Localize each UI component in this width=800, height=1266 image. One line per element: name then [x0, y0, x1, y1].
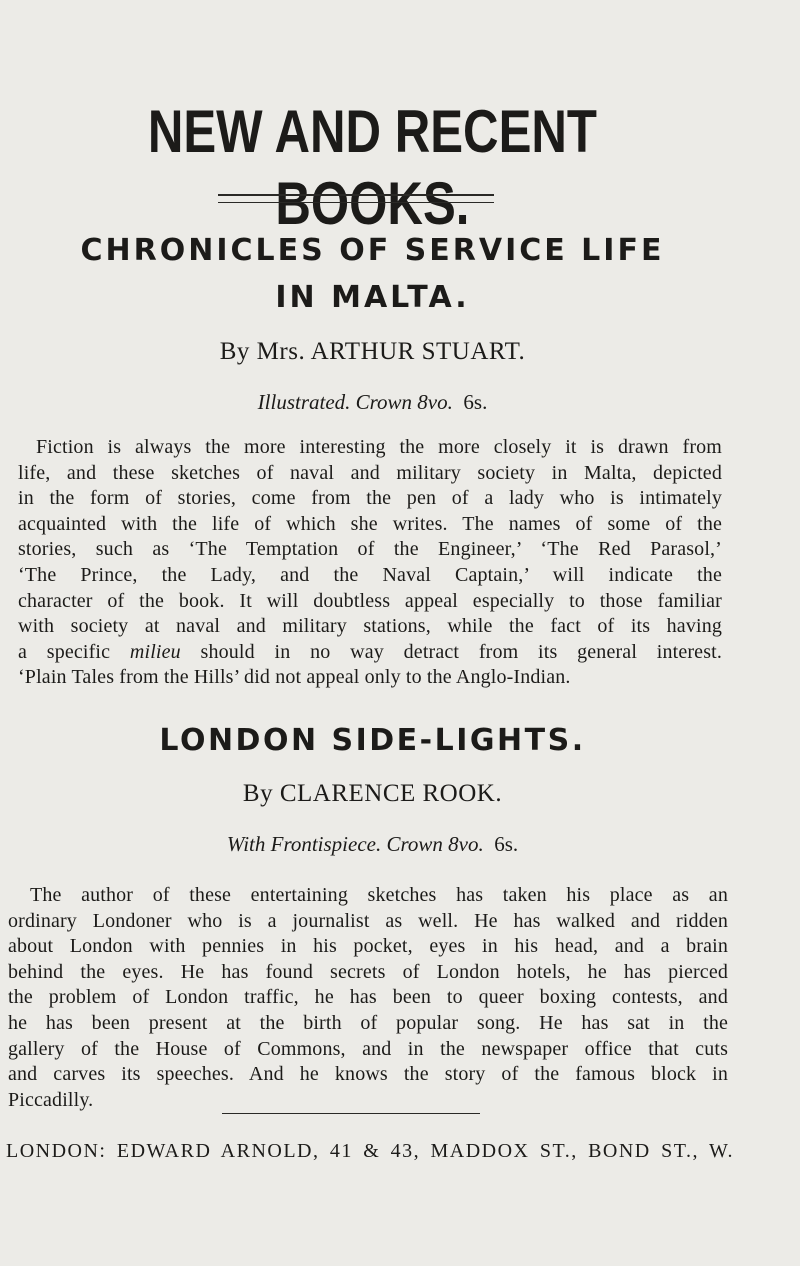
book2-price: 6s.	[494, 832, 519, 856]
book1-desc-line: ‘The Prince, the Lady, and the Naval Captain,’ will indicate the	[18, 563, 722, 586]
book1-desc-line: Fiction is always the more interesting the more closely it is drawn from	[36, 436, 722, 458]
book1-byline: By Mrs. ARTHUR STUART.	[219, 338, 526, 365]
book2-byline: By CLARENCE ROOK.	[242, 780, 503, 807]
book2-desc-line: Piccadilly.	[8, 1088, 94, 1111]
double-rule-divider	[218, 194, 494, 203]
book1-desc-line: ‘Plain Tales from the Hills’ did not appeal only to the Anglo-Indian.	[18, 666, 571, 689]
book1-desc-line: life, and these sketches of naval and military society in Malta, depicted	[18, 461, 722, 484]
short-rule-divider	[222, 1113, 480, 1114]
book1-desc-line: stories, such as ‘The Temptation of the Engineer,’ ‘The Red Parasol,’	[18, 538, 722, 561]
book2-desc-line: The author of these entertaining sketches has taken his place as an	[30, 884, 728, 906]
book1-price: 6s.	[463, 390, 488, 414]
book1-desc-line: with society at naval and military stations, while the fact of its having	[18, 615, 722, 638]
book2-desc-line: gallery of the House of Commons, and in the newspaper office that cuts	[8, 1037, 728, 1060]
book1-description	[18, 435, 722, 691]
book1-title-line2: IN MALTA.	[275, 280, 470, 315]
book1-desc-line: in the form of stories, come from the pen of a lady who is intimately	[18, 487, 722, 510]
book2-description	[8, 883, 728, 1113]
italic-word: milieu	[129, 640, 181, 663]
book1-title-line1: CHRONICLES OF SERVICE LIFE	[80, 233, 665, 268]
book2-desc-line: ordinary Londoner who is a journalist as well. He has walked and ridden	[8, 909, 728, 932]
book2-desc-line: he has been present at the birth of popular song. He has sat in the	[8, 1011, 728, 1034]
book2-format-text: With Frontispiece. Crown 8vo.	[226, 832, 484, 856]
book2-title: LONDON SIDE-LIGHTS.	[159, 723, 586, 758]
book2-desc-line: and carves its speeches. And he knows the story of the famous block in	[8, 1063, 728, 1086]
book2-desc-line: about London with pennies in his pocket, eyes in his head, and a brain	[8, 935, 728, 958]
book2-desc-line: the problem of London traffic, he has been to queer boxing contests, and	[8, 986, 728, 1009]
book2-desc-line: behind the eyes. He has found secrets of London hotels, he has pierced	[8, 960, 728, 983]
book1-format-text: Illustrated. Crown 8vo.	[257, 390, 453, 414]
publisher-imprint: LONDON: EDWARD ARNOLD, 41 & 43, MADDOX ST., BOND ST., W.	[6, 1140, 734, 1162]
book2-format	[0, 832, 745, 857]
book1-format	[0, 390, 745, 415]
book1-desc-line: acquainted with the life of which she writes. The names of some of the	[18, 512, 722, 535]
book1-desc-line: character of the book. It will doubtless appeal especially to those familiar	[18, 589, 722, 612]
book1-desc-line: a specific milieu should in no way detract from its general interest.	[18, 640, 722, 663]
page-title: NEW AND RECENT BOOKS.	[147, 98, 597, 237]
